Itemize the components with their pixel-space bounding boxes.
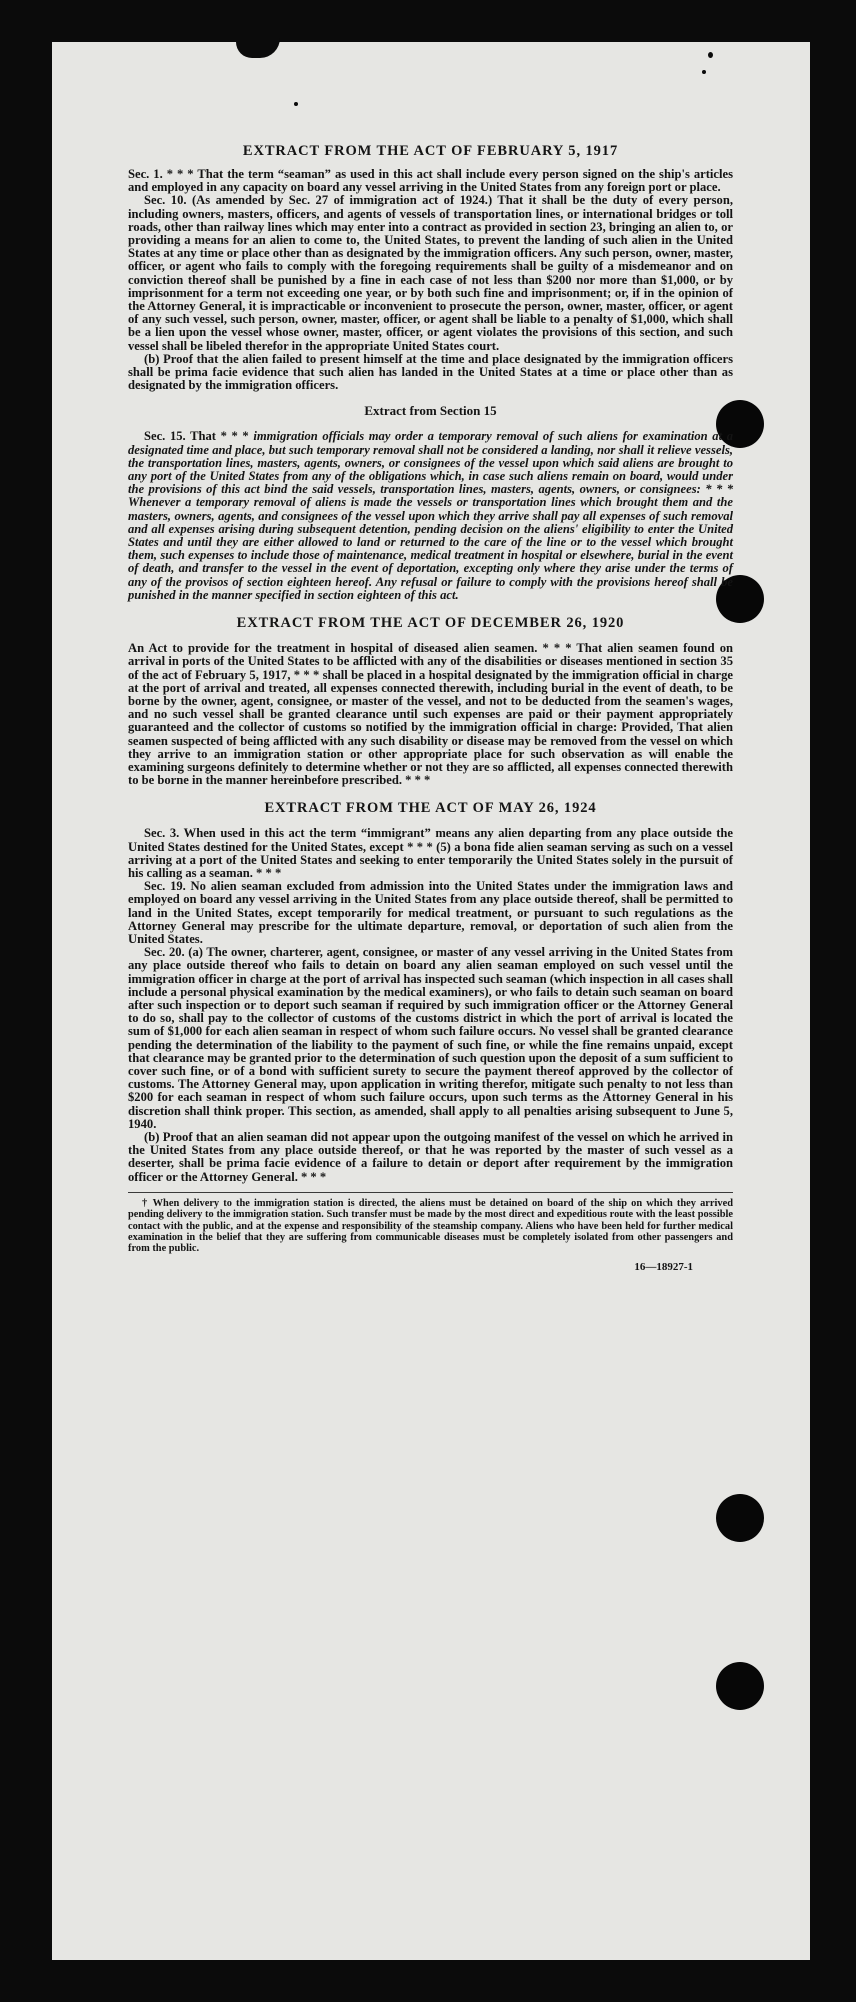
sec-15-paragraph <box>128 430 733 602</box>
footnote: † When delivery to the immigration station is directed, the aliens must be detained on board of the ship on which they arrived pending delivery to the immigration station. Such transfer must be made by the most direct and expeditious route with the least possible contact with the public, and at the expense and responsibility of the steamship company. Aliens who have been held for further medical examination in the belief that they are suffering from communicable diseases must be completely isolated from other passengers and from the public. <box>128 1197 733 1255</box>
speck <box>702 70 706 74</box>
torn-edge <box>236 38 280 58</box>
punch-hole <box>716 1494 764 1542</box>
sec-15-text: immigration officials may order a temporary removal of such aliens for examination at a designated time and place, but such temporary removal shall not be considered a landing, nor shall it relieve vessels, the transportation lines, masters, agents, owners, or consignees of the vessel upon which said aliens are brought to any port of the United States from any of the obligations which, in case such aliens remain on board, would under the provisions of this act bind the said vessels, transportation lines, masters, agents, owners, or consignees: * * * Whenever a temporary removal of aliens is made the vessels or transportation lines which brought them and the masters, owners, agents, and consignees of the vessel upon which they arrive shall pay all expenses of such removal and all expenses arising during subsequent detention, pending decision on the aliens' eligibility to enter the United States and until they are either allowed to land or returned to the care of the line or to the vessel which brought them, such expenses to include those of maintenance, medical treatment in hospital or elsewhere, burial in the event of death, and transfer to the vessel in the event of deportation, excepting only where they arise under the terms of any of the provisos of section eighteen hereof. Any refusal or failure to comply with the provisions hereof shall be punished in the manner specified in section eighteen of this act. <box>128 429 733 602</box>
sec-10-paragraph: Sec. 10. (As amended by Sec. 27 of immigration act of 1924.) That it shall be the duty of every person, including owners, masters, officers, and agents of vessels of transportation lines, or international bridges or toll roads, other than railway lines which may enter into a contract as provided in section 23, bringing an alien to, or providing a means for an alien to come to, the United States, to prevent the landing of such alien in the United States at any time or place other than as designated by the immigration officers. Any such person, owner, master, officer, or agent who fails to comply with the foregoing requirements shall be guilty of a misdemeanor and on conviction thereof shall be punished by a fine in each case of not less than $200 nor more than $1,000, or by imprisonment for a term not exceeding one year, or by both such fine and imprisonment; or, if in the opinion of the Attorney General, it is impracticable or inconvenient to prosecute the person, owner, master, officer, or agent of any such vessel, such person, owner, master, officer, or agent shall be liable to a penalty of $1,000, which shall be a lien upon the vessel whose owner, master, officer, or agent violates the provisions of this section, and such vessel shall be libeled therefor in the appropriate United States court. <box>128 193 733 353</box>
sec-1-paragraph: Sec. 1. * * * That the term “seaman” as used in this act shall include every person signed on the ship's articles and employed in any capacity on board any vessel arriving in the United States from any foreign port or place. <box>128 167 733 195</box>
speck <box>294 102 298 106</box>
punch-hole <box>716 1662 764 1710</box>
speck <box>708 52 713 58</box>
form-number: 16—18927-1 <box>634 1260 693 1273</box>
sec-15-intro: Sec. 15. That * * * <box>144 429 254 444</box>
heading-act-1917: EXTRACT FROM THE ACT OF FEBRUARY 5, 1917 <box>242 143 619 159</box>
heading-section-15: Extract from Section 15 <box>364 403 497 419</box>
heading-act-1924: EXTRACT FROM THE ACT OF MAY 26, 1924 <box>264 800 597 817</box>
sec-19-paragraph: Sec. 19. No alien seaman excluded from admission into the United States under the immigration laws and employed on board any vessel arriving in the United States from any place outside thereof, shall be permitted to land in the United States, except temporarily for medical treatment, or pursuant to such regulations as the Attorney General may prescribe for the ultimate departure, removal, or deportation of such alien from the United States. <box>128 879 733 946</box>
sec-10b-paragraph: (b) Proof that the alien failed to present himself at the time and place designated by the immigration officers shall be prima facie evidence that such alien has landed in the United States at a time or place other than as designated by the immigration officers. <box>128 351 733 393</box>
sec-3-paragraph: Sec. 3. When used in this act the term “immigrant” means any alien departing from any place outside the United States destined for the United States, except * * * (5) a bona fide alien seaman serving as such on a vessel arriving at a port of the United States and seeking to enter temporarily the United States solely in the pursuit of his calling as a seaman. * * * <box>128 826 733 880</box>
sec-20b-paragraph: (b) Proof that an alien seaman did not appear upon the outgoing manifest of the vessel on which he arrived in the United States from any place outside thereof, or that he was reported by the master of such vessel as a deserter, shall be prima facie evidence of a failure to detain or deport after requirement by the immigration officer or the Attorney General. * * * <box>128 1130 733 1184</box>
heading-act-1920: EXTRACT FROM THE ACT OF DECEMBER 26, 1920 <box>236 615 625 632</box>
sec-20a-paragraph: Sec. 20. (a) The owner, charterer, agent, consignee, or master of any vessel arriving in the United States from any place outside thereof who fails to detain on board any alien seaman employed on such vessel until the immigration officer in charge at the port of arrival has inspected such seaman (which inspection in all cases shall include a personal physical examination by the medical examiners), or who fails to detain such seaman on board after such inspection or to deport such seaman if required by such immigration officer or the Attorney General to do so, shall pay to the collector of customs of the customs district in which the port of arrival is located the sum of $1,000 for each alien seaman in respect of whom such failure occurs. No vessel shall be granted clearance pending the determination of the liability to the payment of such fine, or while the fine remains unpaid, except that clearance may be granted prior to the determination of such question upon the deposit of a sum sufficient to cover such fine, or of a bond with sufficient surety to secure the payment thereof approved by the collector of customs. The Attorney General may, upon application in writing therefor, mitigate such penalty to not less than $200 for each seaman in respect of whom such failure occurs, upon such terms as the Attorney General in his discretion shall think proper. This section, as amended, shall apply to all penalties arising subsequent to June 5, 1940. <box>128 945 733 1131</box>
document-body <box>128 142 733 1273</box>
act-1920-paragraph: An Act to provide for the treatment in hospital of diseased alien seamen. * * * That alien seamen found on arrival in ports of the United States to be afflicted with any of the disabilities or diseases mentioned in section 35 of the act of February 5, 1917, * * * shall be placed in a hospital designated by the immigration official in charge at the port of arrival and treated, all expenses connected therewith, including burial in the event of death, to be borne by the owner, agent, consignee, or master of the vessel, and not to be deducted from the seamen's wages, and no such vessel shall be granted clearance until such expenses are paid or their payment appropriately guaranteed and the collector of customs so notified by the immigration official in charge: Provided, That alien seamen suspected of being afflicted with any such disability or disease may be removed from the vessel on which they arrive to an immigration station or other appropriate place for such observation as will enable the examining surgeons definitely to determine whether or not they are so afflicted, all expenses connected therewith to be borne in the manner hereinbefore prescribed. * * * <box>128 641 733 788</box>
